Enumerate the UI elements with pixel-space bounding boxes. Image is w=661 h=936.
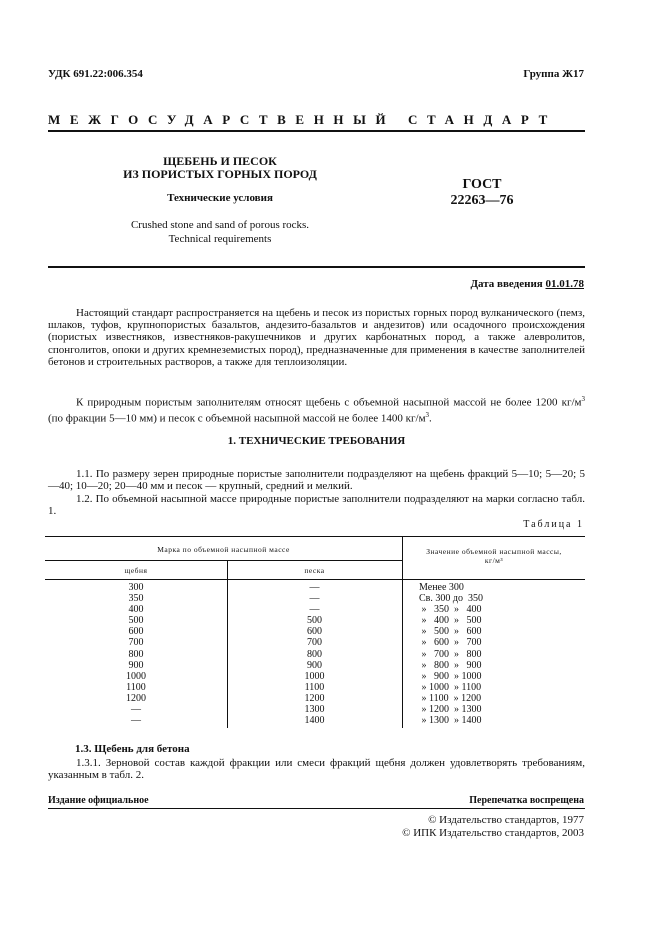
middle-rule	[48, 266, 585, 268]
clause-1-3-1: 1.3.1. Зерновой состав каждой фракции или смеси фракций щебня должен удовлетворять требованиям, указанным в табл. 2.	[48, 757, 585, 782]
table-cell-sand: 1100	[304, 681, 325, 693]
table-cell-sand: 1000	[304, 670, 325, 682]
column-crushed-stone-values	[45, 582, 227, 726]
definition-text-b: (по фракции 5—10 мм) и песок с объемной насыпной массой не более 1400 кг/м	[48, 412, 426, 425]
table-cell-density: » 350 » 400	[419, 604, 482, 616]
definition-paragraph: К природным пористым заполнителям относят щебень с объемной насыпной массой не более 1200 $кг/м^3$ (по фракции 5—10 мм) и песок с объемной насыпной массой не более 1400 $кг/м^3$.	[48, 395, 585, 425]
table-cell-density: » 800 » 900	[419, 659, 482, 671]
title-line-1: ЩЕБЕНЬ И ПЕСОК	[163, 154, 277, 168]
table-cell-density: » 1200 » 1300	[419, 704, 482, 716]
table-cell-sand: 1400	[304, 715, 325, 727]
table-cell-sand: —	[309, 604, 320, 616]
table-cell-density: » 400 » 500	[419, 615, 482, 627]
table-cell-density: Менее 300	[419, 582, 464, 593]
english-title-line-1: Crushed stone and sand of porous rocks.	[130, 219, 310, 231]
scope-paragraph: Настоящий стандарт распространяется на щебень и песок из пористых горных пород вулканического (пемз, шлаков, туфов, крупнопористых базальтов, андезито-базальтов и андезитов) или осадочного происхождения (пористых известняков, известняков-ракушечников и других карбонатных пород, а также алевролитов, спонголитов, опоки и других кремнеземистых пород), предназначенные для применения в качестве заполнителей бетонов и строительных растворов, а также для теплоизоляции.	[48, 307, 585, 368]
table-cell-sand: —	[309, 593, 320, 605]
table-cell-sand: —	[309, 582, 320, 593]
table-cell-density: » 700 » 800	[419, 648, 482, 660]
english-title-line-2: Technical requirements	[168, 233, 272, 245]
table-cell-density: » 500 » 600	[419, 626, 482, 638]
table-cell-sand: 600	[307, 626, 322, 638]
reprint-prohibited-label: Перепечатка воспрещена	[469, 795, 584, 806]
table-cell-crushed-stone: 1000	[126, 670, 146, 682]
introduction-date-label: Дата введения	[470, 278, 543, 290]
table-cell-crushed-stone: 1100	[126, 681, 146, 693]
table-cell-density: Св. 300 до 350	[419, 593, 483, 605]
definition-text-a: К природным пористым заполнителям относят щебень с объемной насыпной массой не более 1200 кг/м	[76, 396, 582, 409]
clause-1-2: 1.2. По объемной насыпной массе природные пористые заполнители подразделяют на марки согласно табл. 1.	[48, 493, 585, 518]
copyright-line-1: © Издательство стандартов, 1977	[428, 814, 584, 826]
table-cell-crushed-stone: 700	[128, 637, 144, 649]
english-title	[110, 218, 330, 246]
table-cell-crushed-stone: 800	[128, 648, 144, 660]
copyright-line-2: © ИПК Издательство стандартов, 2003	[402, 827, 584, 839]
header-density-unit: кг/м³	[484, 556, 504, 565]
udk-code: УДК 691.22:006.354	[48, 68, 143, 80]
table-top-border	[45, 536, 585, 537]
table-cell-crushed-stone: 350	[128, 593, 144, 605]
table-cell-sand: 500	[307, 615, 322, 627]
document-title	[110, 155, 330, 181]
gost-label: ГОСТ	[462, 177, 502, 192]
document-subtitle: Технические условия	[167, 192, 273, 204]
official-edition-label: Издание официальное	[48, 795, 149, 806]
table-header-divider	[45, 560, 402, 561]
table-cell-crushed-stone: 1200	[126, 692, 146, 704]
gost-number: 22263—76	[450, 193, 514, 208]
table-cell-density: » 1100 » 1200	[419, 692, 482, 704]
definition-text-c: .	[429, 412, 432, 425]
introduction-date	[470, 278, 584, 290]
header-density-label: Значение объемной насыпной массы,	[426, 547, 562, 556]
header-crushed-stone: щебня	[124, 566, 148, 575]
introduction-date-value: 01.01.78	[545, 278, 584, 290]
interstate-standard-heading: МЕЖГОСУДАРСТВЕННЫЙ СТАНДАРТ	[48, 112, 557, 127]
table-cell-sand: 700	[307, 637, 322, 649]
table-cell-sand: 1200	[304, 692, 325, 704]
header-density-value	[403, 547, 585, 565]
title-line-2: ИЗ ПОРИСТЫХ ГОРНЫХ ПОРОД	[123, 167, 317, 181]
column-density-values	[419, 582, 585, 726]
table-cell-crushed-stone: 900	[128, 659, 144, 671]
column-sand-values	[227, 582, 402, 726]
table-cell-sand: 900	[307, 659, 322, 671]
header-group-cell: Марка по объемной насыпной массе	[157, 545, 290, 554]
table-cell-crushed-stone: 500	[128, 615, 144, 627]
table-cell-density: » 1000 » 1100	[419, 681, 482, 693]
section-heading: 1. ТЕХНИЧЕСКИЕ ТРЕБОВАНИЯ	[227, 435, 406, 447]
top-rule	[48, 130, 585, 132]
table-cell-crushed-stone: 300	[128, 582, 144, 593]
gost-number-block	[437, 177, 527, 209]
table-cell-sand: 1300	[304, 704, 325, 716]
table-cell-density: » 600 » 700	[419, 637, 482, 649]
table-1	[45, 536, 585, 728]
table-header-bottom-border	[45, 579, 585, 580]
clause-1-3-heading: 1.3. Щебень для бетона	[75, 743, 190, 755]
table-cell-sand: 800	[307, 648, 322, 660]
group-code: Группа Ж17	[523, 68, 584, 80]
table-cell-crushed-stone: 400	[128, 604, 144, 616]
table-cell-crushed-stone: —	[131, 704, 141, 716]
header-sand: песка	[304, 566, 325, 575]
table-caption: Таблица 1	[523, 519, 584, 530]
table-cell-crushed-stone: —	[131, 715, 141, 727]
clause-1-1: 1.1. По размеру зерен природные пористые заполнители подразделяют на щебень фракций 5—10; 5—20; 5—40; 10—20; 20—40 мм и песок — крупный, средний и мелкий.	[48, 468, 585, 493]
footer-rule	[48, 808, 585, 809]
copyright-block	[402, 814, 584, 840]
table-cell-density: » 1300 » 1400	[419, 715, 482, 727]
table-cell-density: » 900 » 1000	[419, 670, 482, 682]
table-cell-crushed-stone: 600	[128, 626, 144, 638]
